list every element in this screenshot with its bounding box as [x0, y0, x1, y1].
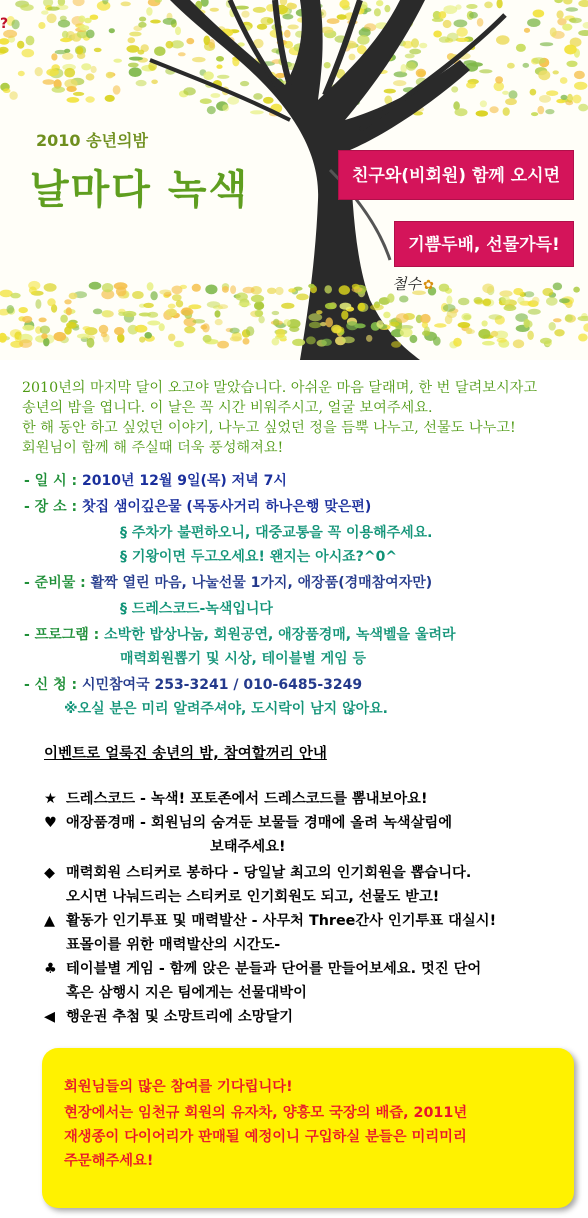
info-apply	[24, 674, 362, 694]
prep-note-dresscode: § 드레스코드-녹색입니다	[120, 601, 273, 617]
ground-foliage-dots	[0, 281, 588, 349]
participation-callout	[42, 1048, 574, 1208]
date-value: 2010년 12월 9일(목) 저녁 7시	[81, 473, 287, 489]
prep-label: - 준비물 :	[24, 575, 91, 591]
seal-stamp-icon: ✿	[422, 278, 434, 293]
info-date	[24, 470, 287, 490]
callout-line: 현장에서는 임천규 회원의 유자차, 양흥모 국장의 배즙, 2011년	[64, 1105, 468, 1121]
events-heading: 이벤트로 얼룩진 송년의 밤, 참여할꺼리 안내	[44, 746, 327, 762]
event-item: ★ 드레스코드 - 녹색! 포토존에서 드레스코드를 뽐내보아요!	[44, 791, 428, 807]
program-label: - 프로그램 :	[24, 627, 105, 643]
apply-note: ※오실 분은 미리 알려주셔야, 도시락이 남지 않아요.	[64, 701, 388, 717]
event-year-title: 2010 송년의밤	[36, 131, 148, 150]
callout-line: 회원님들의 많은 참여를 기다립니다!	[64, 1079, 293, 1095]
program-value: 소박한 밥상나눔, 회원공연, 애장품경매, 녹색벨을 울려라	[104, 627, 456, 643]
apply-label: - 신 청 :	[24, 677, 82, 693]
event-item-cont: 혹은 삼행시 지은 팀에게는 선물대박이	[66, 985, 307, 1001]
club-icon: ♣	[44, 961, 57, 977]
left-arrow-icon: ◀	[44, 1009, 55, 1025]
callout-line: 주문해주세요!	[64, 1153, 154, 1169]
place-note-car: § 기왕이면 두고오세요! 왠지는 아시죠?^0^	[120, 549, 398, 565]
artist-signature: 철수 ✿	[392, 275, 434, 293]
event-item-cont: 표몰이를 위한 매력발산의 시간도-	[66, 937, 281, 953]
triangle-icon: ▲	[44, 913, 55, 929]
info-prep	[24, 572, 432, 592]
event-main-title: 날마다 녹색	[30, 167, 250, 213]
callout-line: 재생종이 다이어리가 판매될 예정이니 구입하실 분들은 미리미리	[64, 1129, 467, 1145]
corner-mark: ?	[0, 16, 9, 32]
gift-banner: 기쁨두배, 선물가득!	[394, 221, 574, 267]
place-note-parking: § 주차가 불편하오니, 대중교통을 꼭 이용해주세요.	[120, 525, 433, 541]
hero-illustration	[0, 0, 588, 360]
intro-line: 2010년의 마지막 달이 오고야 말았습니다. 아쉬운 마음 달래며, 한 번 달려보시자고	[22, 380, 538, 396]
info-program	[24, 624, 456, 644]
info-place	[24, 496, 371, 516]
event-item: ◀ 행운권 추첨 및 소망트리에 소망달기	[44, 1009, 294, 1025]
event-item: ♣ 테이블별 게임 - 함께 앉은 분들과 단어를 만들어보세요. 멋진 단어	[44, 961, 482, 977]
friend-invite-banner: 친구와(비회원) 함께 오시면	[338, 150, 574, 200]
diamond-icon: ◆	[44, 865, 55, 881]
apply-value: 시민참여국 253-3241 / 010-6485-3249	[81, 677, 363, 693]
date-label: - 일 시 :	[24, 473, 82, 489]
intro-line: 송년의 밤을 엽니다. 이 날은 꼭 시간 비워주시고, 얼굴 보여주세요.	[22, 400, 433, 416]
place-value: 찻집 샘이깊은물 (목동사거리 하나은행 맞은편)	[81, 499, 372, 515]
event-item: ♥ 애장품경매 - 회원님의 숨겨둔 보물들 경매에 올려 녹색살림에	[44, 815, 453, 831]
heart-icon: ♥	[44, 815, 57, 831]
intro-line: 회원님이 함께 해 주실때 더욱 풍성해져요!	[22, 440, 284, 456]
event-item-cont: 보태주세요!	[210, 839, 286, 855]
intro-paragraph	[22, 378, 578, 458]
place-label: - 장 소 :	[24, 499, 82, 515]
program-value-cont: 매력회원뽑기 및 시상, 테이블별 게임 등	[120, 651, 367, 667]
intro-line: 한 해 동안 하고 싶었던 이야기, 나누고 싶었던 정을 듬뿍 나누고, 선물도 나누고!	[22, 420, 516, 436]
event-item: ▲ 활동가 인기투표 및 매력발산 - 사무처 Three간사 인기투표 대실시!	[44, 913, 497, 929]
event-item: ◆ 매력회원 스티커로 봉하다 - 당일날 최고의 인기회원을 뽑습니다.	[44, 865, 472, 881]
star-icon: ★	[44, 791, 57, 807]
prep-value: 활짝 열린 마음, 나눌선물 1가지, 애장품(경매참여자만)	[90, 575, 433, 591]
event-item-cont: 오시면 나눠드리는 스티커로 인기회원도 되고, 선물도 받고!	[66, 889, 440, 905]
